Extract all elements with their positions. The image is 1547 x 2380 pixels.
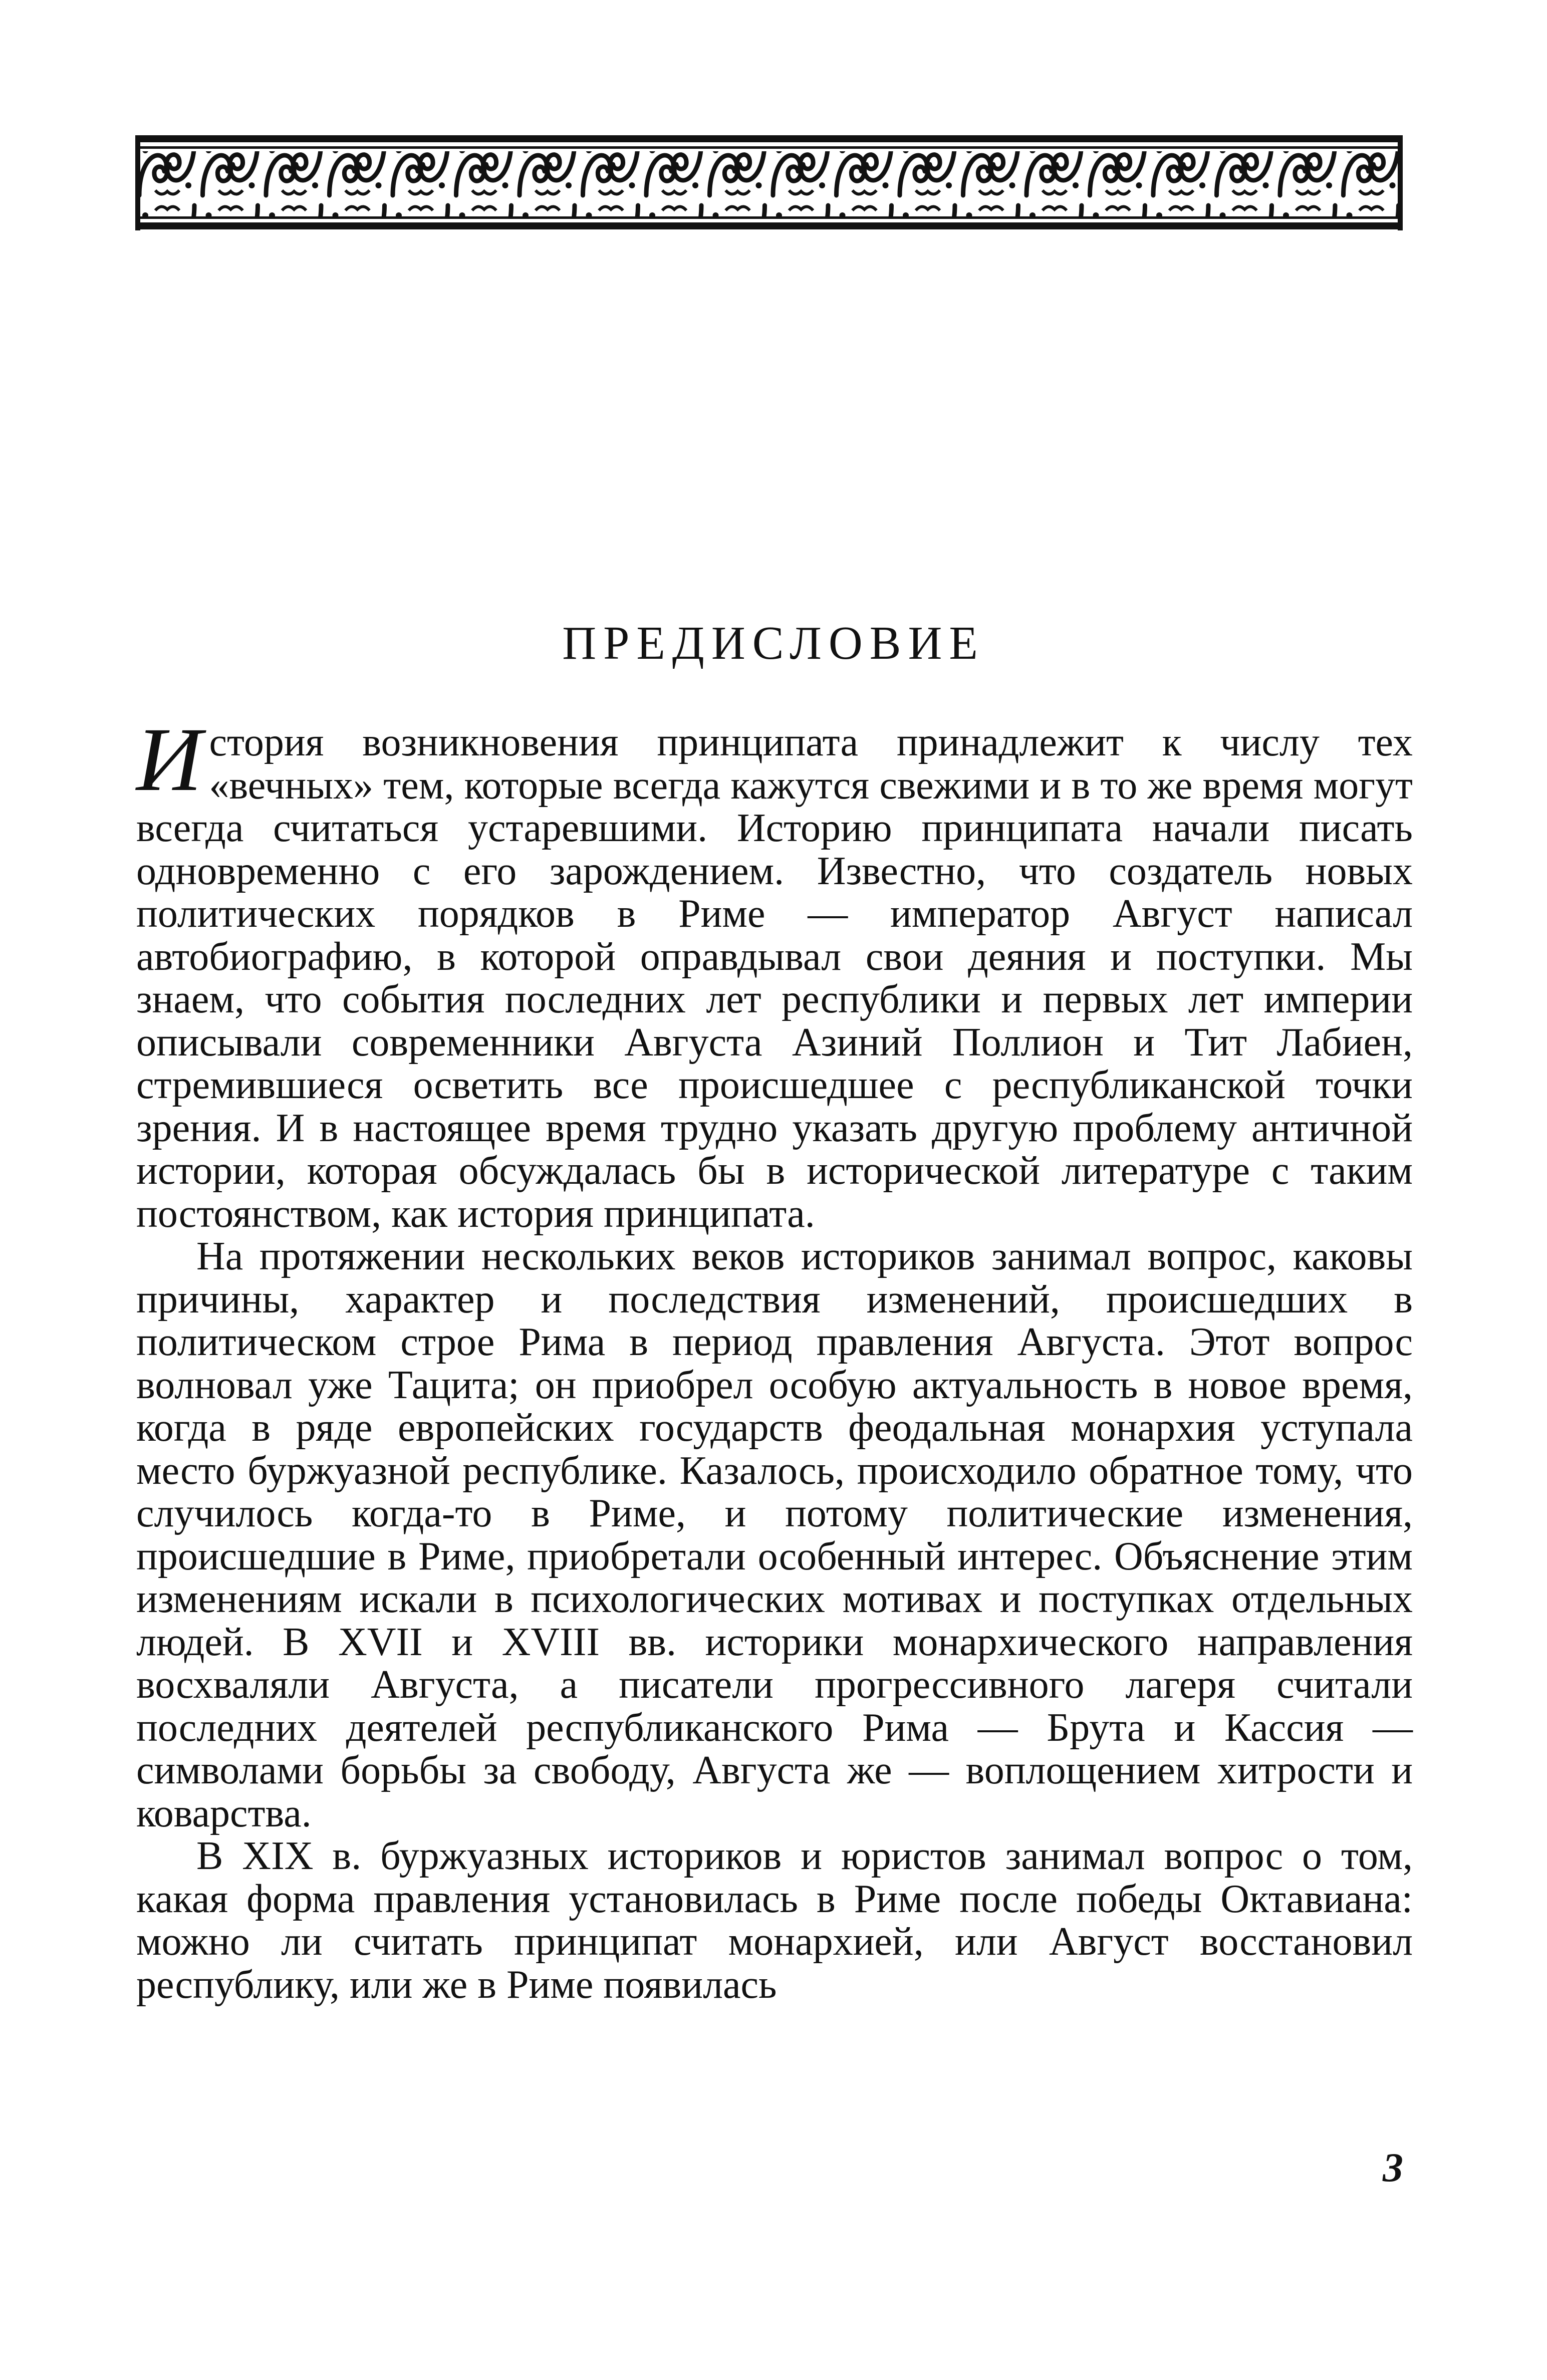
paragraph-2: На протяжении нескольких веков историков занимал вопрос, каковы причины, характер и последствия изменений, происшедших в политическом строе Рима в период правления Августа. Этот вопрос волновал уже Тацита; он приобрел особую актуальность в новое время, когда в ряде европейских государств феодальная монархия уступала место буржуазной республике. Казалось, происходило обратное тому, что случилось когда-то в Риме, и потому политические изменения, происшедшие в Риме, приобретали особенный интерес. Объяснение этим изменениям искали в психологических мотивах и поступках отдельных людей. В XVII и XVIII вв. историки монархического направления восхваляли Августа, а писатели прогрессивного лагеря считали последних деятелей республиканского Рима — Брута и Кассия — символами борьбы за свободу, Августа же — воплощением хитрости и коварства.	[136, 1234, 1413, 1835]
chapter-title: ПРЕДИСЛОВИЕ	[562, 617, 985, 669]
body-text	[136, 709, 1413, 2007]
paragraph-1	[136, 709, 1413, 1236]
decorative-header-border	[135, 135, 1403, 230]
paragraph-3: В XIX в. буржуазных историков и юристов занимал вопрос о том, какая форма правления установилась в Риме после победы Октавиана: можно ли считать принципат монархией, или Август восстановил республику, или же в Риме появилась	[136, 1834, 1413, 2007]
page-number: 3	[1383, 2145, 1403, 2190]
paragraph-1-text: стория возникновения принципата принадлежит к числу тех «вечных» тем, которые всегда кажутся свежими и в то же время могут всегда считаться устаревшими. Историю принципата начали писать одновременно с его зарождением. Известно, что создатель новых политических порядков в Риме — император Август написал автобиографию, в которой оправдывал свои деяния и поступки. Мы знаем, что события последних лет республики и первых лет империи описывали современники Августа Азиний Поллион и Тит Лабиен, стремившиеся осветить все происшедшее с республиканской точки зрения. И в настоящее время трудно указать другую проблему античной истории, которая обсуждалась бы в исторической литературе с таким постоянством, как история принципата.	[136, 720, 1413, 1236]
drop-cap: И	[136, 709, 202, 810]
